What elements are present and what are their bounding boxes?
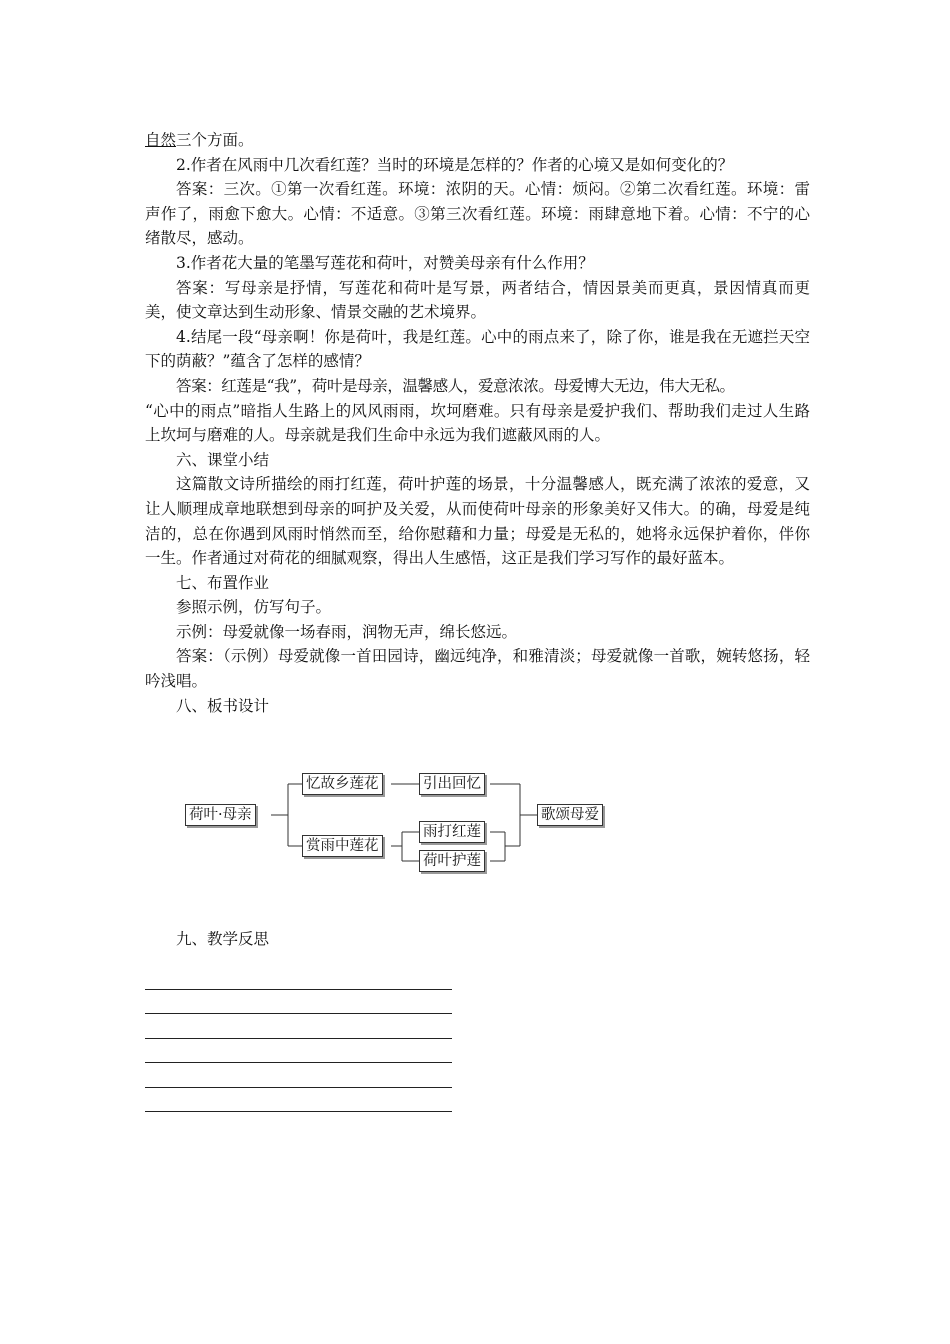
- node-bottom-branch: 赏雨中莲花: [302, 835, 383, 857]
- blank-line[interactable]: [145, 990, 452, 1015]
- reflection-blank-lines: [145, 965, 452, 1112]
- section-7-example: 示例：母爱就像一场春雨，润物无声，绵长悠远。: [176, 622, 518, 641]
- answer-4-rest: “心中的雨点”暗指人生路上的风风雨雨，坎坷磨难。只有母亲是爱护我们、帮助我们走过人生路上坎坷与磨难的人。母亲就是我们生命中永远为我们遮蔽风雨的人。: [145, 401, 810, 445]
- question-4: 4.结尾一段“母亲啊！你是荷叶，我是红莲。心中的雨点来了，除了你，谁是我在无遮拦天空下的荫蔽？”蕴含了怎样的感情？: [145, 327, 810, 371]
- section-8-heading: 八、板书设计: [176, 696, 270, 715]
- document-body: [145, 128, 810, 718]
- node-conclusion: 歌颂母爱: [537, 804, 603, 826]
- node-bottom-child-2: 荷叶护莲: [419, 850, 485, 872]
- board-diagram: [185, 768, 615, 878]
- blank-line[interactable]: [145, 1063, 452, 1088]
- section-7-answer: 答案：（示例）母爱就像一首田园诗，幽远纯净，和雅清淡；母爱就像一首歌，婉转悠扬，轻吟浅唱。: [145, 647, 810, 691]
- node-root: 荷叶·母亲: [185, 804, 256, 826]
- answer-2: 答案：三次。①第一次看红莲。环境：浓阴的天。心情：烦闷。②第二次看红莲。环境：雷声作了，雨愈下愈大。心情：不适意。③第三次看红莲。环境：雨肆意地下着。心情：不宁的心绪散尽，感动。: [145, 180, 810, 248]
- blank-line[interactable]: [145, 1014, 452, 1039]
- blank-line[interactable]: [145, 965, 452, 990]
- section-9-heading: 九、教学反思: [176, 930, 270, 948]
- intro-line: 自然三个方面。: [145, 131, 254, 149]
- node-top-branch: 忆故乡莲花: [302, 773, 383, 795]
- question-3: 3.作者花大量的笔墨写莲花和荷叶，对赞美母亲有什么作用？: [176, 253, 594, 272]
- node-top-child: 引出回忆: [419, 773, 485, 795]
- blank-line[interactable]: [145, 1088, 452, 1113]
- blank-line[interactable]: [145, 1039, 452, 1064]
- section-7-heading: 七、布置作业: [176, 573, 270, 592]
- question-2: 2.作者在风雨中几次看红莲？当时的环境是怎样的？作者的心境又是如何变化的？: [176, 155, 734, 174]
- section-6-heading: 六、课堂小结: [176, 450, 270, 469]
- underlined-word: 自然: [145, 131, 177, 149]
- node-bottom-child-1: 雨打红莲: [419, 821, 485, 843]
- answer-4-first: 答案：红莲是“我”，荷叶是母亲，温馨感人，爱意浓浓。母爱博大无边，伟大无私。: [176, 376, 735, 395]
- section-7-task: 参照示例，仿写句子。: [176, 598, 332, 617]
- section-6-body: 这篇散文诗所描绘的雨打红莲，荷叶护莲的场景，十分温馨感人，既充满了浓浓的爱意，又让人顺理成章地联想到母亲的呵护及关爱，从而使荷叶母亲的形象美好又伟大。的确，母爱是纯洁的，总在你遇到风雨时悄然而至，给你慰藉和力量；母爱是无私的，她将永远保护着你，伴你一生。作者通过对荷花的细腻观察，得出人生感悟，这正是我们学习写作的最好蓝本。: [145, 475, 810, 568]
- answer-3: 答案：写母亲是抒情，写莲花和荷叶是写景，两者结合，情因景美而更真，景因情真而更美，使文章达到生动形象、情景交融的艺术境界。: [145, 278, 810, 322]
